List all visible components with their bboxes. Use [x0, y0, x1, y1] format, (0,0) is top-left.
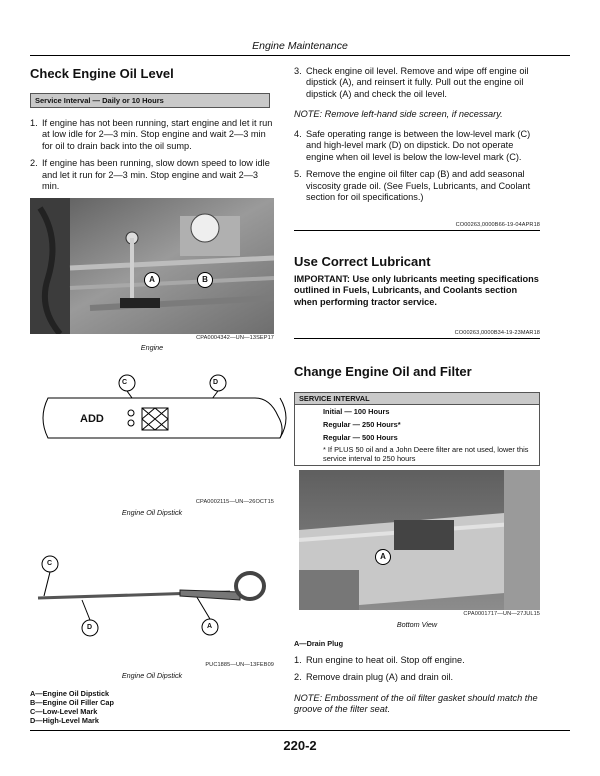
- legend-item: A—Engine Oil Dipstick: [30, 689, 110, 698]
- service-row: Regular — 250 Hours*: [323, 420, 401, 429]
- section-heading-change-oil: Change Engine Oil and Filter: [294, 364, 472, 379]
- list-item: 2. Remove drain plug (A) and drain oil.: [294, 672, 454, 683]
- fig-code: CPA0004342—UN—13SEP17: [196, 335, 274, 341]
- list-item: 1. Run engine to heat oil. Stop off engine.: [294, 655, 465, 665]
- callout-d2: D: [87, 624, 93, 631]
- legend-item: C—Low-Level Mark: [30, 707, 98, 716]
- fig-caption: Engine Oil Dipstick: [121, 671, 183, 680]
- legend: [30, 689, 114, 725]
- header-rule: [30, 55, 570, 56]
- list-item: 4. Safe operating range is between the low-level mark (C) and high-level mark (D) on dipstick. Do not operate engine when oil level is below the low-level mark (C).: [294, 129, 531, 162]
- dipstick-side-diagram: [30, 550, 280, 640]
- service-row: Initial — 100 Hours: [323, 407, 390, 416]
- callout-a3: A: [375, 549, 391, 565]
- callout-c: C: [122, 379, 128, 386]
- section-heading-check-oil: Check Engine Oil Level: [30, 66, 174, 81]
- footer-rule: [30, 730, 570, 731]
- important-notice: IMPORTANT: Use only lubricants meeting specifications outlined in Fuels, Lubricants, and Coolants section when performing tractor service.: [294, 274, 539, 307]
- service-interval-box: [294, 392, 540, 466]
- right-steps-c: [294, 655, 540, 690]
- list-item: 1. If engine has not been running, start engine and let it run at low idle for 2—3 min. Stop engine and wait 2—3 min for oil to drain back into the oil sump.: [30, 118, 273, 151]
- callout-a: A: [144, 272, 160, 288]
- section-code: CO00263,0000B34-19-23MAR18: [454, 330, 540, 336]
- page-number: 220-2: [283, 738, 317, 753]
- section-rule: [294, 338, 540, 339]
- legend-item: D—High-Level Mark: [30, 716, 99, 725]
- right-steps-a: [294, 66, 540, 106]
- service-interval-band: Service Interval — Daily or 10 Hours: [30, 93, 270, 108]
- callout-b: B: [197, 272, 213, 288]
- dipstick-diagram: [30, 372, 300, 462]
- note-remove-screen: NOTE: Remove left-hand side screen, if necessary.: [294, 109, 503, 119]
- list-item: 2. If engine has been running, slow down speed to low idle and let it run for 2—3 min. Stop engine and wait 2—3 min.: [30, 158, 270, 192]
- fig-code: CPA0002115—UN—26OCT15: [195, 499, 274, 505]
- fig-caption: Engine Oil Dipstick: [121, 508, 183, 517]
- section-heading-lubricant: Use Correct Lubricant: [294, 254, 431, 269]
- service-row: Regular — 500 Hours: [323, 433, 398, 442]
- legend-item: B—Engine Oil Filler Cap: [30, 698, 114, 707]
- service-interval-title: SERVICE INTERVAL: [295, 393, 539, 405]
- fig-caption: Engine: [140, 343, 164, 352]
- callout-a2: A: [207, 623, 213, 630]
- callout-c2: C: [47, 560, 53, 567]
- list-item: 3. Check engine oil level. Remove and wipe off engine oil dipstick (A), and reinsert it fully. Pull out the engine oil dipstick (A) and check the oil level.: [294, 66, 529, 99]
- service-footnote: * If PLUS 50 oil and a John Deere filter are not used, lower this service interval to 250 hours: [323, 445, 529, 463]
- fig-caption: Bottom View: [396, 620, 438, 629]
- section-code: CO00263,0000B66-19-04APR18: [455, 222, 540, 228]
- dipstick-add-label: ADD: [80, 413, 104, 425]
- engine-photo: [30, 198, 274, 334]
- section-rule: [294, 230, 540, 231]
- list-item: 5. Remove the engine oil filter cap (B) and add seasonal viscosity grade oil. (See Fuels, Lubricants, and Coolant section for oil specifications.): [294, 169, 531, 203]
- fig-code: CPA0001717—UN—27JUL15: [463, 611, 540, 617]
- page-header-title: Engine Maintenance: [252, 40, 348, 52]
- note-gasket: NOTE: Embossment of the oil filter gasket should match the groove of the filter seat.: [294, 693, 538, 715]
- fig-code: PUC1885—UN—13FEB09: [205, 662, 274, 668]
- bottom-view-photo: [299, 470, 540, 610]
- drain-plug-legend: A—Drain Plug: [294, 639, 344, 648]
- right-steps-b: [294, 129, 540, 209]
- callout-d: D: [213, 379, 219, 386]
- left-steps-list: [30, 118, 274, 198]
